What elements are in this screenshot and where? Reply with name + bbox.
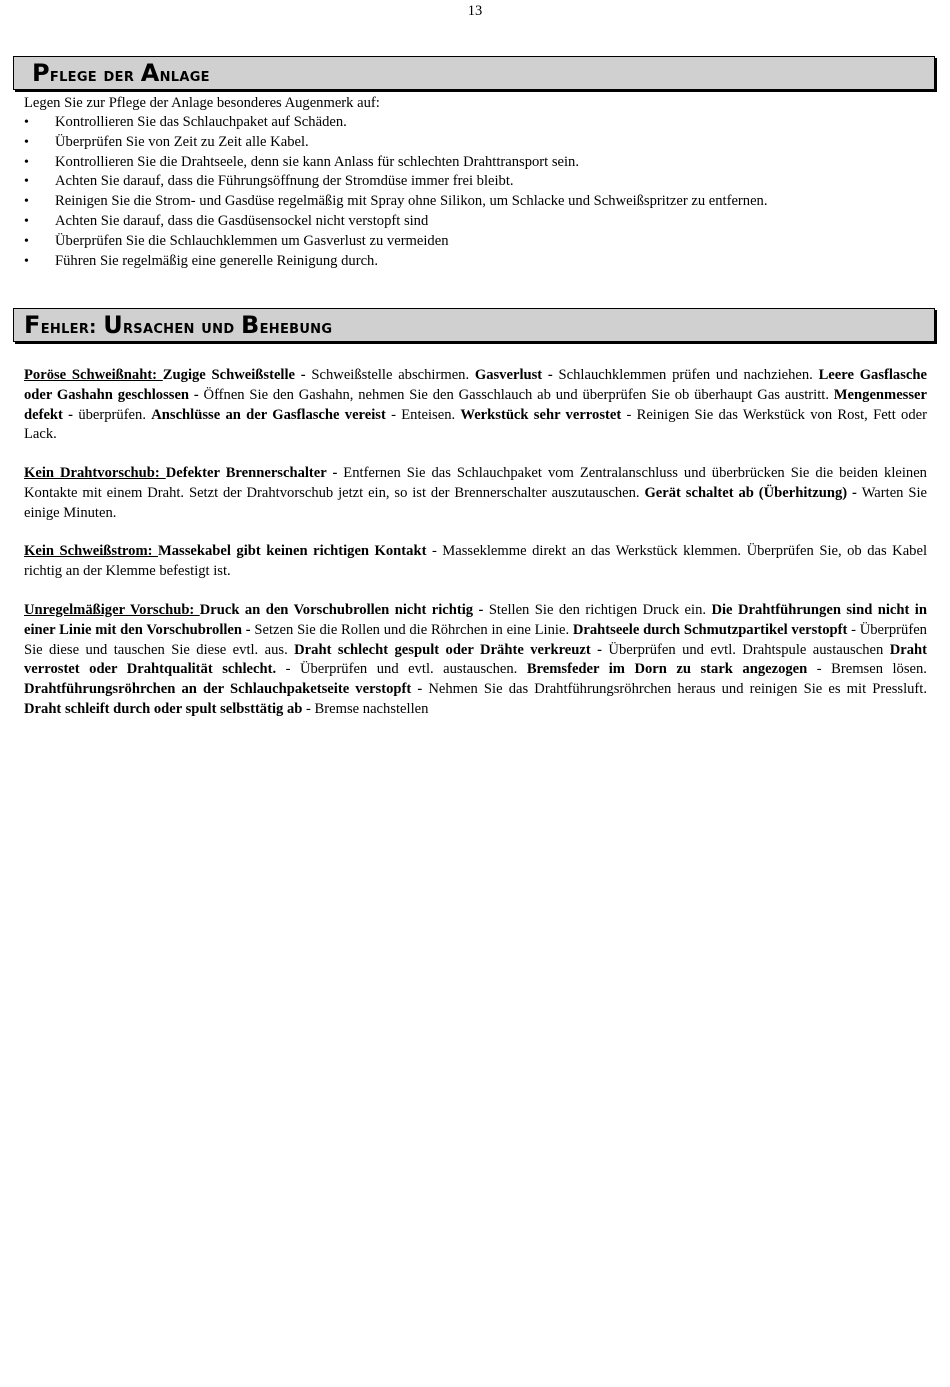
- cause-text: Drahtseele durch Schmutzpartikel verstopft: [572, 621, 852, 638]
- section-header-fehler: [13, 308, 935, 342]
- list-item-text: Überprüfen Sie die Schlauchklemmen um Gasverlust zu vermeiden: [55, 232, 449, 249]
- list-item-text: Achten Sie darauf, dass die Gasdüsensockel nicht verstopft sind: [55, 212, 429, 229]
- list-item-text: Führen Sie regelmäßig eine generelle Reinigung durch.: [55, 252, 378, 269]
- remedy-text: Stellen Sie den richtigen Druck ein.: [488, 602, 712, 618]
- title-text: ehler:: [40, 317, 104, 338]
- list-item: [24, 252, 924, 272]
- cause-text: Massekabel gibt keinen richtigen Kontakt: [157, 543, 432, 559]
- remedy-text: Schweißstelle abschirmen.: [311, 367, 475, 383]
- list-item-text: Kontrollieren Sie die Drahtseele, denn sie kann Anlass für schlechten Drahttransport sein.: [55, 153, 580, 170]
- cause-text: Mengenmesser defekt -: [24, 386, 927, 423]
- bullet-icon: •: [24, 154, 29, 170]
- list-item: [24, 232, 924, 252]
- remedy-text: - Überprüfen Sie diese und tauschen Sie diese evtl. aus.: [24, 621, 927, 658]
- title-text: nlage: [159, 65, 210, 86]
- remedy-text: Entfernen Sie das Schlauchpaket vom Zentralanschluss und überbrücken Sie die beiden kleinen Kontakte mit einem Draht. Setzt der Drahtvorschub jetzt ein, so ist der Brennerschalter auszutauschen.: [24, 465, 927, 501]
- title-cap: U: [103, 311, 123, 339]
- title-cap: B: [240, 311, 260, 339]
- cause-text: Zugige Schweißstelle -: [162, 367, 312, 383]
- cause-text: Anschlüsse an der Gasflasche vereist: [151, 406, 392, 423]
- list-item: [24, 192, 924, 212]
- bullet-icon: •: [24, 253, 29, 269]
- cause-text: Leere Gasflasche oder Gashahn geschlossen -: [24, 367, 927, 403]
- list-item: [24, 172, 924, 192]
- bullet-icon: •: [24, 115, 29, 130]
- care-list: [24, 113, 924, 271]
- cause-text: Draht schlecht gespult oder Drähte verkreuzt -: [294, 641, 609, 658]
- remedy-text: - Bremsen lösen.: [816, 661, 927, 678]
- title-text: rsachen und: [123, 317, 241, 338]
- section-title-pflege: [14, 57, 934, 90]
- care-intro: Legen Sie zur Pflege der Anlage besonderes Augenmerk auf:: [24, 95, 380, 111]
- title-text: flege der: [49, 65, 141, 86]
- cause-text: Gasverlust -: [474, 367, 559, 383]
- problem-heading: Unregelmäßiger Vorschub:: [24, 602, 200, 618]
- cause-text: Die Drahtführungen sind nicht in einer Linie mit den Vorschubrollen -: [24, 602, 927, 638]
- problem-heading: Poröse Schweißnaht:: [24, 367, 163, 383]
- remedy-text: Warten Sie einige Minuten.: [24, 484, 927, 521]
- title-cap: F: [24, 311, 41, 339]
- title-cap: P: [32, 59, 50, 87]
- bullet-icon: •: [24, 134, 29, 150]
- cause-text: Draht verrostet oder Drahtqualität schlecht.: [24, 641, 927, 678]
- list-item: [24, 212, 924, 232]
- remedy-text: Schlauchklemmen prüfen und nachziehen.: [558, 367, 819, 383]
- list-item: [24, 153, 924, 173]
- remedy-text: - Überprüfen und evtl. austauschen.: [285, 661, 527, 678]
- section-header-pflege: [13, 56, 935, 90]
- trouble-paragraph: [24, 464, 927, 523]
- cause-text: Werkstück sehr verrostet: [460, 406, 627, 423]
- list-item-text: Reinigen Sie die Strom- und Gasdüse regelmäßig mit Spray ohne Silikon, um Schlacke und Schweißspritzer zu entfernen.: [55, 193, 768, 210]
- cause-text: Defekter Brennerschalter -: [165, 465, 344, 481]
- cause-text: Gerät schaltet ab (Überhitzung) -: [644, 484, 862, 501]
- problem-heading: Kein Schweißstrom:: [24, 543, 158, 559]
- page-number: 13: [467, 3, 483, 19]
- list-item: [24, 133, 924, 153]
- list-item: [24, 113, 924, 133]
- bullet-icon: •: [24, 233, 29, 249]
- remedy-text: Nehmen Sie das Drahtführungsröhrchen heraus und reinigen Sie es mit Pressluft.: [428, 681, 927, 698]
- section-title-fehler: [14, 309, 934, 342]
- remedy-text: - Enteisen.: [391, 406, 461, 423]
- trouble-paragraph: [24, 601, 927, 720]
- cause-text: Bremsfeder im Dorn zu stark angezogen: [526, 661, 817, 678]
- title-cap: A: [140, 59, 160, 87]
- bullet-icon: •: [24, 174, 29, 190]
- cause-text: Druck an den Vorschubrollen nicht richtig -: [199, 602, 489, 618]
- cause-text: Drahtführungsröhrchen an der Schlauchpaketseite verstopft -: [24, 681, 429, 698]
- cause-text: Draht schleift durch oder spult selbsttätig ab: [24, 700, 307, 717]
- list-item-text: Achten Sie darauf, dass die Führungsöffnung der Stromdüse immer frei bleibt.: [55, 173, 514, 190]
- remedy-text: - Masseklemme direkt an das Werkstück klemmen. Überprüfen Sie, ob das Kabel richtig an der Klemme befestigt ist.: [24, 543, 928, 579]
- title-text: ehebung: [259, 317, 333, 338]
- remedy-text: Überprüfen und evtl. Drahtspule austauschen: [608, 641, 890, 658]
- remedy-text: - Reinigen Sie das Werkstück von Rost, Fett oder Lack.: [24, 406, 927, 443]
- problem-heading: Kein Drahtvorschub:: [24, 465, 166, 481]
- remedy-text: - Bremse nachstellen: [306, 700, 429, 717]
- list-item-text: Überprüfen Sie von Zeit zu Zeit alle Kabel.: [55, 133, 309, 150]
- bullet-icon: •: [24, 213, 29, 229]
- bullet-icon: •: [24, 194, 29, 210]
- list-item-text: Kontrollieren Sie das Schlauchpaket auf Schäden.: [55, 114, 347, 130]
- remedy-text: Setzen Sie die Rollen und die Röhrchen in eine Linie.: [254, 621, 573, 638]
- trouble-paragraph: [24, 366, 927, 445]
- trouble-paragraph: [24, 542, 927, 582]
- remedy-text: überprüfen.: [78, 406, 152, 423]
- remedy-text: Öffnen Sie den Gashahn, nehmen Sie den Gasschlauch ab und überprüfen Sie ob überhaupt Gas austritt.: [203, 386, 834, 403]
